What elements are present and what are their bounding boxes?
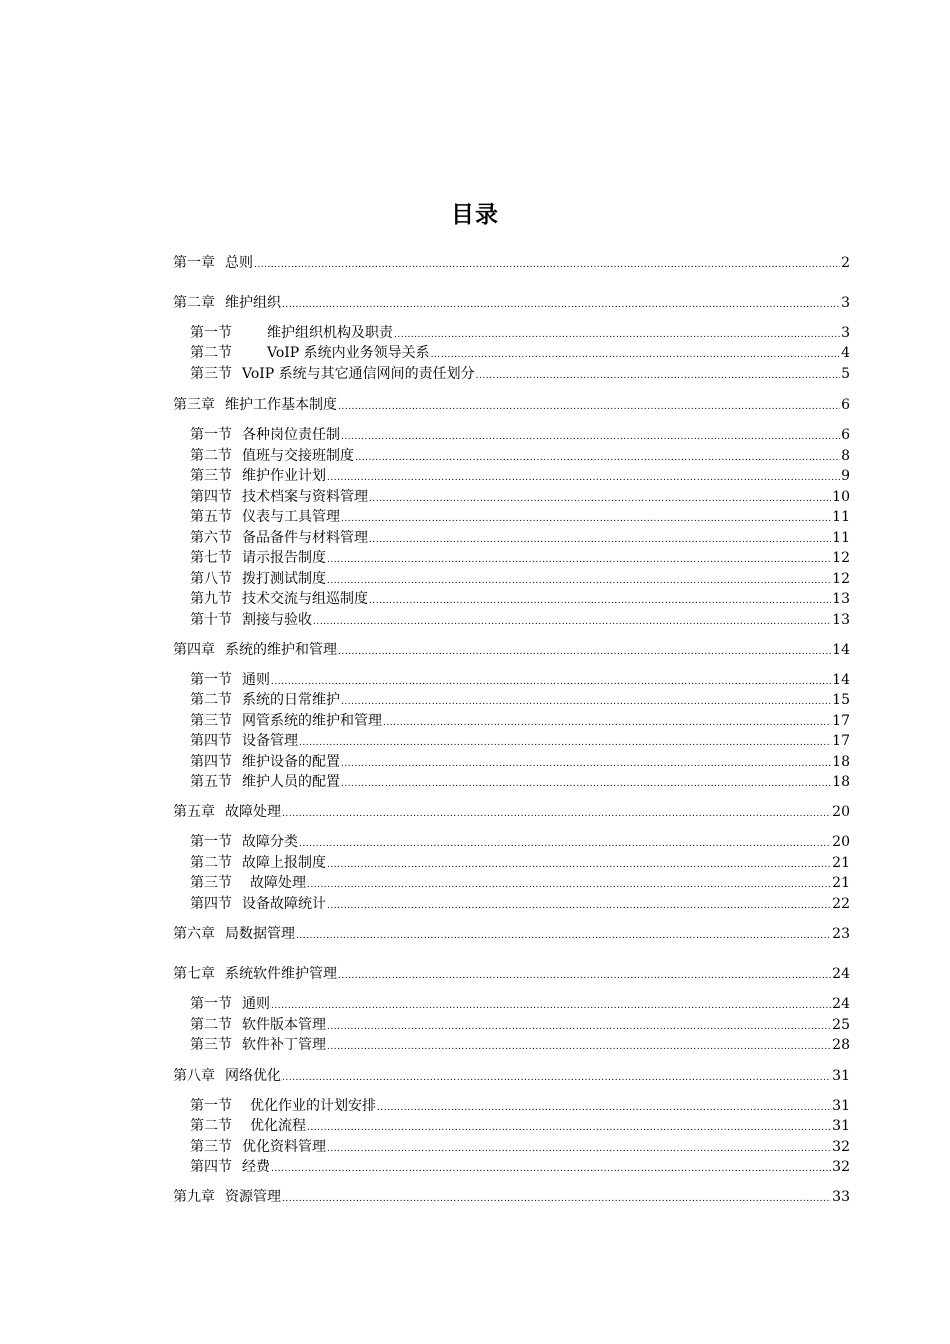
toc-page-number: 8 [841, 448, 850, 464]
dot-leader [327, 468, 840, 488]
toc-entry-title: 设备故障统计 [242, 896, 326, 912]
toc-page-number: 17 [832, 733, 850, 749]
dot-leader [307, 1118, 831, 1138]
toc-entry-title: VoIP 系统内业务领导关系 [267, 345, 430, 361]
toc-page-number: 6 [841, 397, 850, 413]
toc-page-number: 21 [832, 875, 850, 891]
toc-section-entry[interactable] [190, 670, 850, 692]
toc-entry-title: VoIP 系统与其它通信网间的责任划分 [242, 366, 475, 382]
toc-entry-number: 第四节 [190, 896, 232, 912]
toc-page-number: 18 [832, 754, 850, 770]
dot-leader [327, 1017, 831, 1037]
toc-section-entry[interactable] [190, 569, 850, 591]
toc-page-number: 31 [832, 1098, 850, 1114]
dot-leader [299, 834, 831, 854]
toc-entry-title: 维护作业计划 [242, 468, 326, 484]
toc-chapter-entry[interactable] [173, 802, 850, 824]
toc-page-number: 2 [841, 255, 850, 271]
toc-entry-title: 系统的维护和管理 [225, 642, 337, 658]
toc-section-entry[interactable] [190, 1015, 850, 1037]
toc-section-entry[interactable] [190, 466, 850, 488]
toc-section-entry[interactable] [190, 690, 850, 712]
toc-section-entry[interactable] [190, 487, 850, 509]
toc-section-entry[interactable] [190, 772, 850, 794]
toc-entry-title: 网络优化 [225, 1068, 281, 1084]
toc-section-entry[interactable] [190, 610, 850, 632]
toc-entry-title: 割接与验收 [242, 612, 312, 628]
toc-chapter-entry[interactable] [173, 640, 850, 662]
dot-leader [341, 774, 831, 794]
toc-entry-title: 值班与交接班制度 [242, 448, 354, 464]
dot-leader [282, 1068, 831, 1088]
toc-entry-title: 通则 [242, 672, 270, 688]
toc-section-entry[interactable] [190, 425, 850, 447]
toc-entry-number: 第三节 [190, 366, 232, 382]
toc-entry-number: 第三章 [173, 397, 215, 413]
dot-leader [254, 255, 840, 275]
toc-entry-title: 仪表与工具管理 [242, 509, 340, 525]
toc-page-number: 6 [841, 427, 850, 443]
dot-leader [431, 345, 840, 365]
toc-entry-title: 优化资料管理 [242, 1139, 326, 1155]
toc-entry-number: 第六节 [190, 530, 232, 546]
dot-leader [338, 642, 831, 662]
toc-entry-number: 第八章 [173, 1068, 215, 1084]
toc-section-entry[interactable] [190, 731, 850, 753]
toc-entry-title: 系统软件维护管理 [225, 966, 337, 982]
toc-page-number: 15 [832, 692, 850, 708]
dot-leader [282, 295, 840, 315]
toc-section-entry[interactable] [190, 589, 850, 611]
toc-section-entry[interactable] [190, 343, 850, 365]
toc-entry-number: 第九章 [173, 1189, 215, 1205]
dot-leader [307, 875, 831, 895]
dot-leader [327, 855, 831, 875]
toc-entry-title: 系统的日常维护 [242, 692, 340, 708]
toc-entry-number: 第二节 [190, 692, 232, 708]
dot-leader [341, 754, 831, 774]
toc-entry-title: 维护组织机构及职责 [267, 325, 393, 341]
toc-entry-number: 第六章 [173, 926, 215, 942]
dot-leader [383, 713, 831, 733]
toc-chapter-entry[interactable] [173, 1187, 850, 1209]
dot-leader [338, 966, 831, 986]
toc-page-number: 5 [841, 366, 850, 382]
toc-entry-number: 第二节 [190, 1017, 232, 1033]
toc-section-entry[interactable] [190, 1157, 850, 1179]
page-title: 目录 [451, 202, 499, 228]
dot-leader [338, 397, 840, 417]
toc-entry-number: 第五节 [190, 774, 232, 790]
dot-leader [282, 804, 831, 824]
toc-section-entry[interactable] [190, 1096, 850, 1118]
toc-entry-title: 技术档案与资料管理 [242, 489, 368, 505]
toc-page-number: 12 [832, 571, 850, 587]
toc-section-entry[interactable] [190, 894, 850, 916]
toc-page-number: 28 [832, 1037, 850, 1053]
dot-leader [327, 1037, 831, 1057]
toc-page-number: 14 [832, 672, 850, 688]
toc-entry-number: 第一节 [190, 325, 232, 341]
toc-page-number: 22 [832, 896, 850, 912]
toc-entry-number: 第三节 [190, 468, 232, 484]
toc-entry-title: 网管系统的维护和管理 [242, 713, 382, 729]
toc-page-number: 9 [841, 468, 850, 484]
dot-leader [313, 612, 831, 632]
toc-page-number: 33 [832, 1189, 850, 1205]
toc-entry-number: 第二节 [190, 345, 232, 361]
toc-entry-title: 软件补丁管理 [242, 1037, 326, 1053]
toc-entry-title: 技术交流与组巡制度 [242, 591, 368, 607]
toc-entry-number: 第一节 [190, 996, 232, 1012]
toc-entry-title: 请示报告制度 [242, 550, 326, 566]
toc-page-number: 4 [841, 345, 850, 361]
toc-page-number: 20 [832, 834, 850, 850]
toc-entry-title: 资源管理 [225, 1189, 281, 1205]
toc-entry-number: 第一节 [190, 834, 232, 850]
toc-entry-number: 第八节 [190, 571, 232, 587]
toc-entry-number: 第四节 [190, 733, 232, 749]
toc-entry-number: 第二节 [190, 1118, 232, 1134]
dot-leader [327, 550, 831, 570]
dot-leader [377, 1098, 831, 1118]
toc-entry-number: 第四章 [173, 642, 215, 658]
toc-page-number: 24 [832, 966, 850, 982]
toc-section-entry[interactable] [190, 1116, 850, 1138]
toc-chapter-entry[interactable] [173, 253, 850, 275]
toc-entry-title: 优化流程 [250, 1118, 306, 1134]
toc-entry-number: 第三节 [190, 1037, 232, 1053]
dot-leader [271, 996, 831, 1016]
toc-page-number: 17 [832, 713, 850, 729]
toc-page-number: 31 [832, 1118, 850, 1134]
toc-chapter-entry[interactable] [173, 395, 850, 417]
toc-entry-number: 第一节 [190, 672, 232, 688]
toc-entry-title: 设备管理 [242, 733, 298, 749]
toc-entry-title: 维护人员的配置 [242, 774, 340, 790]
toc-entry-title: 维护工作基本制度 [225, 397, 337, 413]
toc-section-entry[interactable] [190, 711, 850, 733]
toc-page-number: 21 [832, 855, 850, 871]
toc-entry-title: 经费 [242, 1159, 270, 1175]
dot-leader [271, 672, 831, 692]
dot-leader [341, 427, 840, 447]
toc-page-number: 23 [832, 926, 850, 942]
toc-entry-number: 第三节 [190, 713, 232, 729]
toc-entry-title: 软件版本管理 [242, 1017, 326, 1033]
toc-entry-number: 第一节 [190, 427, 232, 443]
toc-entry-number: 第三节 [190, 1139, 232, 1155]
toc-page-number: 18 [832, 774, 850, 790]
toc-entry-number: 第四节 [190, 754, 232, 770]
dot-leader [271, 1159, 831, 1179]
toc-entry-number: 第一节 [190, 1098, 232, 1114]
toc-page-number: 31 [832, 1068, 850, 1084]
dot-leader [341, 509, 831, 529]
toc-entry-number: 第五章 [173, 804, 215, 820]
toc-section-entry[interactable] [190, 528, 850, 550]
toc-section-entry[interactable] [190, 323, 850, 345]
dot-leader [369, 591, 831, 611]
toc-entry-number: 第二节 [190, 855, 232, 871]
dot-leader [327, 571, 831, 591]
toc-page-number: 32 [832, 1159, 850, 1175]
toc-entry-number: 第五节 [190, 509, 232, 525]
toc-section-entry[interactable] [190, 853, 850, 875]
dot-leader [327, 896, 831, 916]
toc-entry-number: 第七节 [190, 550, 232, 566]
toc-entry-number: 第二章 [173, 295, 215, 311]
toc-chapter-entry[interactable] [173, 1066, 850, 1088]
toc-entry-number: 第三节 [190, 875, 232, 891]
toc-page-number: 11 [832, 509, 850, 525]
toc-entry-title: 故障分类 [242, 834, 298, 850]
toc-chapter-entry[interactable] [173, 924, 850, 946]
toc-section-entry[interactable] [190, 1035, 850, 1057]
toc-section-entry[interactable] [190, 548, 850, 570]
toc-entry-title: 维护设备的配置 [242, 754, 340, 770]
toc-entry-number: 第四节 [190, 1159, 232, 1175]
toc-section-entry[interactable] [190, 752, 850, 774]
toc-page-number: 13 [832, 612, 850, 628]
toc-page-number: 24 [832, 996, 850, 1012]
dot-leader [369, 530, 831, 550]
dot-leader [341, 692, 831, 712]
dot-leader [476, 366, 840, 386]
toc-entry-number: 第四节 [190, 489, 232, 505]
toc-section-entry[interactable] [190, 994, 850, 1016]
toc-section-entry[interactable] [190, 364, 850, 386]
dot-leader [369, 489, 831, 509]
dot-leader [296, 926, 831, 946]
toc-entry-title: 维护组织 [225, 295, 281, 311]
toc-entry-title: 故障处理 [225, 804, 281, 820]
toc-entry-number: 第二节 [190, 448, 232, 464]
toc-entry-number: 第十节 [190, 612, 232, 628]
toc-entry-title: 局数据管理 [225, 926, 295, 942]
toc-section-entry[interactable] [190, 873, 850, 895]
toc-page-number: 11 [832, 530, 850, 546]
toc-entry-title: 各种岗位责任制 [242, 427, 340, 443]
dot-leader [355, 448, 840, 468]
toc-page-number: 3 [841, 295, 850, 311]
toc-page-number: 32 [832, 1139, 850, 1155]
toc-entry-number: 第七章 [173, 966, 215, 982]
toc-section-entry[interactable] [190, 832, 850, 854]
toc-entry-number: 第一章 [173, 255, 215, 271]
dot-leader [394, 325, 840, 345]
toc-page-number: 12 [832, 550, 850, 566]
toc-section-entry[interactable] [190, 446, 850, 468]
toc-page-number: 14 [832, 642, 850, 658]
toc-chapter-entry[interactable] [173, 293, 850, 315]
dot-leader [327, 1139, 831, 1159]
toc-entry-number: 第九节 [190, 591, 232, 607]
toc-page-number: 13 [832, 591, 850, 607]
toc-entry-title: 总则 [225, 255, 253, 271]
toc-chapter-entry[interactable] [173, 964, 850, 986]
toc-page-number: 20 [832, 804, 850, 820]
toc-entry-title: 故障处理 [250, 875, 306, 891]
dot-leader [282, 1189, 831, 1209]
toc-section-entry[interactable] [190, 507, 850, 529]
toc-entry-title: 故障上报制度 [242, 855, 326, 871]
toc-page-number: 25 [832, 1017, 850, 1033]
toc-page-number: 3 [841, 325, 850, 341]
toc-section-entry[interactable] [190, 1137, 850, 1159]
toc-page-number: 10 [832, 489, 850, 505]
toc-entry-title: 拨打测试制度 [242, 571, 326, 587]
toc-entry-title: 通则 [242, 996, 270, 1012]
dot-leader [299, 733, 831, 753]
toc-entry-title: 备品备件与材料管理 [242, 530, 368, 546]
toc-entry-title: 优化作业的计划安排 [250, 1098, 376, 1114]
